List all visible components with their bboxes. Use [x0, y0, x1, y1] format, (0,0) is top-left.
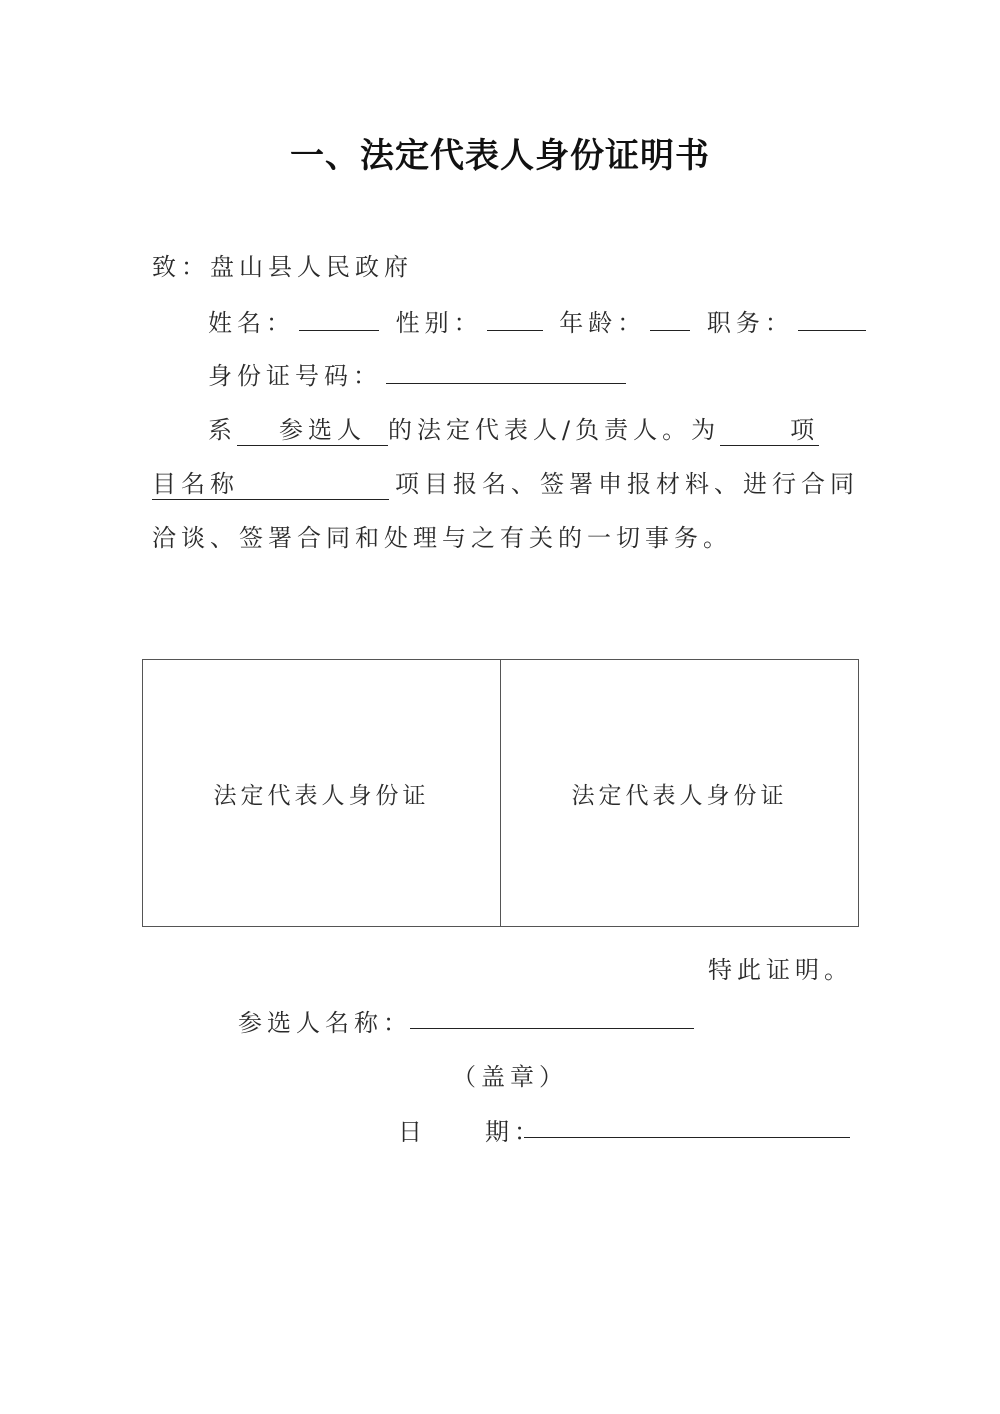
statement-line-2: [152, 464, 859, 499]
statement-prefix: 系: [208, 416, 237, 444]
page-title: 一、法定代表人身份证明书: [290, 136, 710, 176]
id-copy-box-left: [142, 659, 501, 927]
id-copy-box-right: [500, 659, 859, 927]
project-fill-end: 目名称: [152, 470, 389, 500]
age-blank[interactable]: [650, 306, 690, 331]
statement-line-1: [208, 410, 853, 445]
statement-middle: 的法定代表人/负责人。为: [388, 416, 721, 444]
id-box-right-label: 法定代表人身份证: [571, 782, 788, 809]
gender-blank[interactable]: [487, 306, 543, 331]
id-number-row: [208, 356, 630, 391]
project-fill-start: 项: [720, 416, 819, 446]
personal-info-row: [208, 303, 870, 338]
name-label: 姓名：: [208, 309, 295, 337]
entity-fill: 参选人: [237, 416, 388, 446]
position-blank[interactable]: [798, 306, 866, 331]
date-blank[interactable]: [524, 1137, 850, 1138]
participant-name-label: 参选人名称：: [238, 1009, 412, 1037]
age-label: 年龄：: [559, 309, 647, 337]
statement-line2-rest: 项目报名、签署申报材料、进行合同: [395, 470, 859, 498]
position-label: 职务：: [706, 309, 794, 337]
id-number-blank[interactable]: [386, 359, 626, 384]
gender-label: 性别：: [395, 309, 483, 337]
recipient-line: 致：盘山县人民政府: [152, 253, 413, 281]
seal-note: （盖章）: [452, 1063, 568, 1091]
name-blank[interactable]: [299, 306, 379, 331]
closing-text: 特此证明。: [708, 956, 853, 984]
id-box-left-label: 法定代表人身份证: [213, 782, 430, 809]
statement-line-3: 洽谈、签署合同和处理与之有关的一切事务。: [152, 524, 732, 552]
id-number-label: 身份证号码：: [208, 362, 382, 390]
date-label: 日 期：: [398, 1118, 543, 1146]
participant-name-blank[interactable]: [410, 1028, 694, 1029]
